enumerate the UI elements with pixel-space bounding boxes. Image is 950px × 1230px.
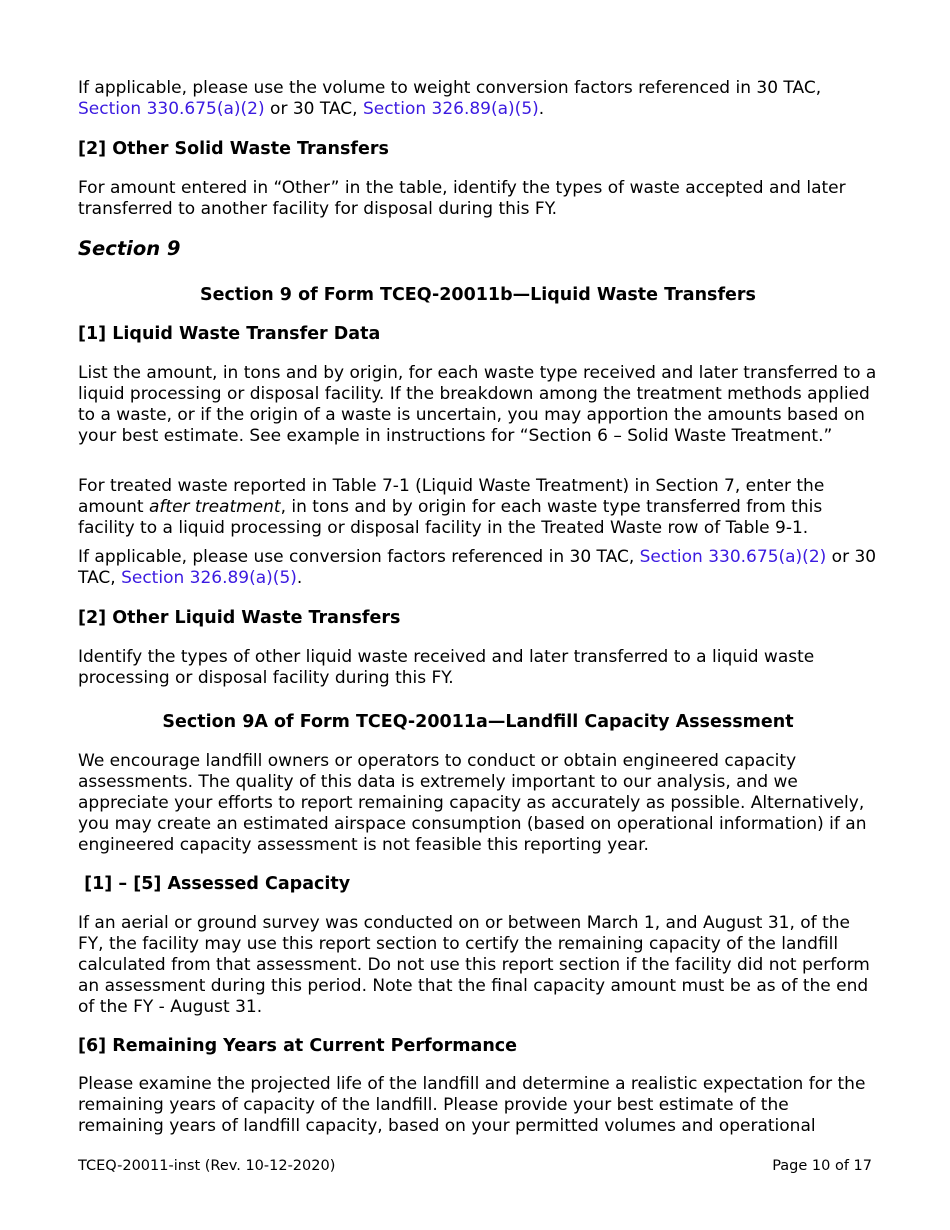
section-9-title bbox=[78, 237, 878, 261]
text: . bbox=[296, 568, 303, 588]
heading-assessed-capacity bbox=[78, 873, 878, 895]
link-section-330-675[interactable]: Section 330.675(a)(2) bbox=[639, 547, 827, 567]
paragraph-text: We encourage landfill owners or operators to conduct or obtain engineered capacity assessments. The quality of this data is extremely important to our analysis, and we appreciate your efforts to report remaining capacity as accurately as possible. Alternatively, you may create an estimated airspace consumption (based on operational information) if an engineered capacity assessment is not feasible this reporting year. bbox=[78, 751, 867, 855]
heading-other-liquid-waste-transfers bbox=[78, 607, 878, 629]
paragraph-conversion-factors-liquid bbox=[78, 547, 878, 589]
text: . bbox=[538, 99, 545, 119]
heading-text: [2] Other Solid Waste Transfers bbox=[78, 139, 389, 159]
heading-text: Section 9 of Form TCEQ-20011b—Liquid Waste Transfers bbox=[200, 285, 756, 305]
footer-form-id: TCEQ-20011-inst (Rev. 10-12-2020) bbox=[78, 1158, 336, 1174]
text: , in tons and by origin for each waste type transferred from this facility to a liquid processing or disposal facility in the Treated Waste row of Table 9-1. bbox=[78, 497, 823, 538]
footer-page-number: Page 10 of 17 bbox=[772, 1158, 872, 1174]
heading-other-solid-waste-transfers bbox=[78, 138, 878, 160]
paragraph-text: Identify the types of other liquid waste received and later transferred to a liquid waste processing or disposal facility during this FY. bbox=[78, 647, 815, 688]
paragraph-encourage-assessments bbox=[78, 751, 878, 856]
text: or 30 TAC, bbox=[264, 99, 363, 119]
heading-text: Section 9A of Form TCEQ-20011a—Landfill Capacity Assessment bbox=[162, 712, 794, 732]
text: If applicable, please use the volume to weight conversion factors referenced in 30 TAC, bbox=[78, 78, 822, 98]
page-footer bbox=[78, 1157, 872, 1175]
text: If applicable, please use conversion factors referenced in 30 TAC, bbox=[78, 547, 640, 567]
paragraph-text: For amount entered in “Other” in the table, identify the types of waste accepted and later transferred to another facility for disposal during this FY. bbox=[78, 178, 846, 219]
paragraph-assessed-capacity bbox=[78, 913, 878, 1018]
paragraph-other-liquid-waste bbox=[78, 647, 878, 689]
section-9-form-heading bbox=[78, 284, 878, 306]
paragraph-text: List the amount, in tons and by origin, for each waste type received and later transferred to a liquid processing or disposal facility. If the breakdown among the treatment methods applied to a waste, or if the origin of a waste is uncertain, you may apportion the amounts based on your best estimate. See example in instructions for “Section 6 – Solid Waste Treatment.” bbox=[78, 363, 877, 446]
link-section-326-89[interactable]: Section 326.89(a)(5) bbox=[121, 568, 297, 588]
heading-text: [1] Liquid Waste Transfer Data bbox=[78, 324, 381, 344]
paragraph-text: Please examine the projected life of the landfill and determine a realistic expectation for the remaining years of capacity of the landfill. Please provide your best estimate of the remaining years of landfill capacity, based on your permitted volumes and operational bbox=[78, 1074, 866, 1136]
section-title-text: Section 9 bbox=[78, 237, 181, 260]
heading-text: [2] Other Liquid Waste Transfers bbox=[78, 608, 401, 628]
text: or 30 TAC, bbox=[78, 547, 877, 588]
paragraph-conversion-factors-solid bbox=[78, 78, 878, 120]
text: For treated waste reported in Table 7-1 (Liquid Waste Treatment) in Section 7, enter the amount bbox=[78, 476, 825, 517]
italic-text: after treatment bbox=[149, 497, 281, 517]
paragraph-other-solid-waste bbox=[78, 178, 878, 220]
paragraph-text: If an aerial or ground survey was conducted on or between March 1, and August 31, of the FY, the facility may use this report section to certify the remaining capacity of the landfill calculated from that assessment. Do not use this report section if the facility did not perform an assessment during this period. Note that the final capacity amount must be as of the end of the FY - August 31. bbox=[78, 913, 870, 1017]
paragraph-treated-waste bbox=[78, 476, 878, 539]
heading-text: [1] – [5] Assessed Capacity bbox=[78, 874, 351, 894]
section-9a-form-heading bbox=[78, 711, 878, 733]
paragraph-liquid-waste-data bbox=[78, 363, 878, 447]
link-section-330-675[interactable]: Section 330.675(a)(2) bbox=[78, 99, 265, 119]
heading-liquid-waste-transfer-data bbox=[78, 323, 878, 345]
heading-text: [6] Remaining Years at Current Performance bbox=[78, 1036, 518, 1056]
paragraph-remaining-years bbox=[78, 1074, 878, 1137]
heading-remaining-years bbox=[78, 1035, 878, 1057]
link-section-326-89[interactable]: Section 326.89(a)(5) bbox=[362, 99, 539, 119]
